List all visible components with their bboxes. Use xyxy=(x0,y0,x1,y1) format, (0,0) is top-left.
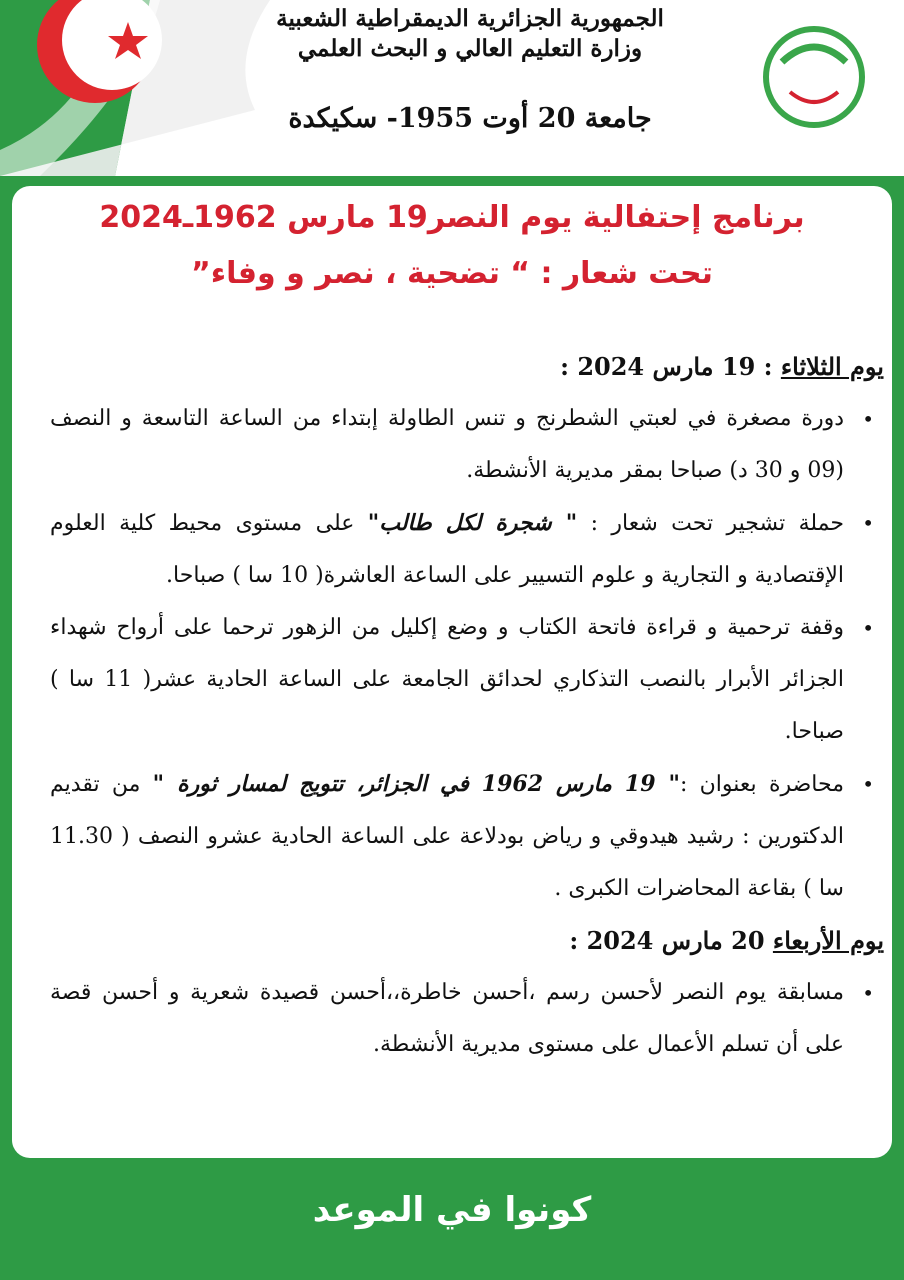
header xyxy=(0,0,904,176)
tuesday-activities xyxy=(50,393,884,915)
header-text xyxy=(230,4,710,136)
day-heading-tuesday xyxy=(50,341,884,393)
wednesday-activities xyxy=(50,967,884,1071)
list-item: • حملة تشجير تحت شعار : " شجرة لكل طالب" على مستوى محيط كلية العلوم الإقتصادية و التجارية و علوم التسيير على الساعة العاشرة( 10 سا ) صباحا. xyxy=(50,497,844,602)
university-logo-icon xyxy=(752,22,876,132)
republic-name: الجمهورية الجزائرية الديمقراطية الشعبية xyxy=(276,5,664,32)
day-date: 20 مارس 2024 : xyxy=(569,926,773,955)
list-item: • محاضرة بعنوان :" 19 مارس 1962 في الجزائر، تتويج لمسار ثورة " من تقديم الدكتورين : رشيد هيدوقي و رياض بودلاعة على الساعة الحادية عشرو النصف ( 11.30 سا ) بقاعة المحاضرات الكبرى . xyxy=(50,758,844,915)
university-name: جامعة 20 أوت 1955- سكيكدة xyxy=(288,103,652,134)
footer-slogan: كونوا في الموعد xyxy=(312,1190,592,1230)
day-heading-wednesday xyxy=(50,915,884,967)
program-title: برنامج إحتفالية يوم النصر19 مارس 1962ـ2024 xyxy=(99,200,805,235)
program-slogan: تحت شعار : “ تضحية ، نصر و وفاء” xyxy=(191,256,713,291)
program-content xyxy=(50,341,884,1071)
day-label: يوم الأربعاء xyxy=(772,926,884,955)
day-label: يوم الثلاثاء xyxy=(780,352,884,381)
program-panel xyxy=(12,186,892,1158)
day-date: : 19 مارس 2024 : xyxy=(560,352,781,381)
slogan-emphasis: " شجرة لكل طالب" xyxy=(367,510,578,536)
lecture-title: " 19 مارس 1962 في الجزائر، تتويج لمسار ثورة " xyxy=(152,771,680,797)
list-item: • دورة مصغرة في لعبتي الشطرنج و تنس الطاولة إبتداء من الساعة التاسعة و النصف (09 و 30 د) صباحا بمقر مديرية الأنشطة. xyxy=(50,393,844,497)
list-item: • وقفة ترحمية و قراءة فاتحة الكتاب و وضع إكليل من الزهور ترحما على أرواح شهداء الجزائر الأبرار بالنصب التذكاري لحدائق الجامعة على الساعة الحادية عشر( 11 سا ) صباحا. xyxy=(50,602,844,758)
list-item: • مسابقة يوم النصر لأحسن رسم ،أحسن خاطرة،،أحسن قصيدة شعرية و أحسن قصة على أن تسلم الأعمال على مستوى مديرية الأنشطة. xyxy=(50,967,844,1071)
ministry-name: وزارة التعليم العالي و البحث العلمي xyxy=(297,35,643,62)
